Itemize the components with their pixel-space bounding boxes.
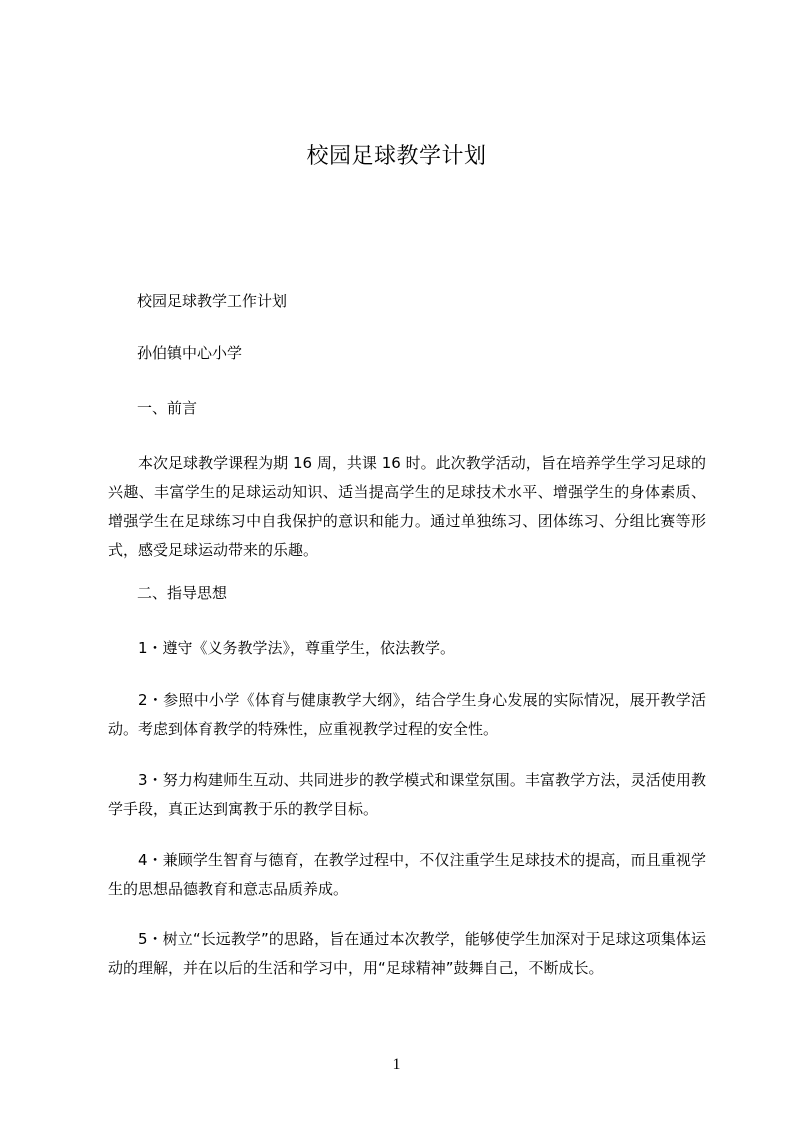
guiding-point-4: 4・兼顾学生智育与德育，在教学过程中，不仅注重学生足球技术的提高，而且重视学生的思想品德教育和意志品质养成。 bbox=[108, 851, 706, 898]
document-title: 校园足球教学计划 bbox=[306, 144, 487, 169]
guiding-point-5: 5・树立“长远教学”的思路，旨在通过本次教学，能够使学生加深对于足球这项集体运动的理解，并在以后的生活和学习中，用“足球精神”鼓舞自己，不断成长。 bbox=[108, 930, 706, 977]
document-subtitle: 校园足球教学工作计划 bbox=[137, 292, 288, 310]
preface-paragraph: 本次足球教学课程为期 16 周，共课 16 时。此次教学活动，旨在培养学生学习足球的兴趣、丰富学生的足球运动知识、适当提高学生的足球技术水平、增强学生的身体素质、增强学生在足球练习中自我保护的意识和能力。通过单独练习、团体练习、分组比赛等形式，感受足球运动带来的乐趣。 bbox=[108, 454, 706, 559]
guiding-point-3: 3・努力构建师生互动、共同进步的教学模式和课堂氛围。丰富教学方法，灵活使用教学手段，真正达到寓教于乐的教学目标。 bbox=[108, 771, 706, 818]
guiding-point-1: 1・遵守《义务教学法》，尊重学生，依法教学。 bbox=[138, 639, 456, 657]
page-number: 1 bbox=[392, 1056, 401, 1073]
guiding-point-2: 2・参照中小学《体育与健康教学大纲》，结合学生身心发展的实际情况，展开教学活动。考虑到体育教学的特殊性，应重视教学过程的安全性。 bbox=[108, 691, 706, 738]
school-name: 孙伯镇中心小学 bbox=[137, 344, 243, 362]
section-heading-guiding-ideology: 二、指导思想 bbox=[137, 584, 228, 602]
section-heading-preface: 一、前言 bbox=[137, 399, 198, 417]
